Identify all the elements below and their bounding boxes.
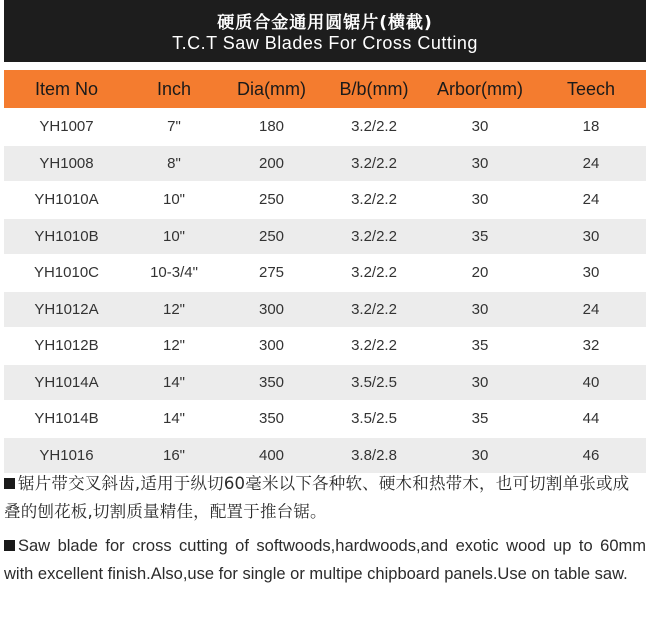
table-row	[4, 145, 646, 182]
cell-teech: 24	[536, 291, 646, 328]
cell-teech: 44	[536, 401, 646, 438]
col-header-teech: Teech	[536, 70, 646, 109]
table-row	[4, 328, 646, 365]
cell-dia: 180	[219, 109, 324, 146]
cell-inch: 14"	[129, 401, 219, 438]
table-row	[4, 109, 646, 146]
col-header-inch: Inch	[129, 70, 219, 109]
cell-arbor: 30	[424, 109, 536, 146]
table-body	[4, 109, 646, 474]
cell-teech: 24	[536, 182, 646, 219]
cell-dia: 350	[219, 401, 324, 438]
cell-item-no: YH1010B	[4, 218, 129, 255]
cell-item-no: YH1014A	[4, 364, 129, 401]
col-header-dia: Dia(mm)	[219, 70, 324, 109]
cell-inch: 10"	[129, 182, 219, 219]
cell-inch: 7"	[129, 109, 219, 146]
cell-bb: 3.2/2.2	[324, 109, 424, 146]
cell-bb: 3.2/2.2	[324, 182, 424, 219]
table-row	[4, 182, 646, 219]
cell-bb: 3.2/2.2	[324, 291, 424, 328]
cell-bb: 3.5/2.5	[324, 364, 424, 401]
cell-arbor: 30	[424, 182, 536, 219]
cell-arbor: 30	[424, 291, 536, 328]
cell-inch: 16"	[129, 437, 219, 473]
spec-table	[4, 70, 646, 473]
cell-dia: 200	[219, 145, 324, 182]
cell-bb: 3.2/2.2	[324, 328, 424, 365]
table-row	[4, 255, 646, 292]
cell-item-no: YH1008	[4, 145, 129, 182]
note-chinese-text: 锯片带交叉斜齿,适用于纵切60毫米以下各种软、硬木和热带木，也可切割单张或成叠的刨花板,切割质量精佳，配置于推台锯。	[4, 474, 630, 521]
table-row	[4, 401, 646, 438]
cell-arbor: 35	[424, 218, 536, 255]
cell-item-no: YH1014B	[4, 401, 129, 438]
bullet-square-icon	[4, 478, 15, 489]
col-header-bb: B/b(mm)	[324, 70, 424, 109]
cell-arbor: 30	[424, 437, 536, 473]
cell-dia: 300	[219, 328, 324, 365]
cell-inch: 10-3/4"	[129, 255, 219, 292]
col-header-item-no: Item No	[4, 70, 129, 109]
cell-arbor: 35	[424, 328, 536, 365]
cell-bb: 3.5/2.5	[324, 401, 424, 438]
cell-inch: 12"	[129, 328, 219, 365]
cell-dia: 400	[219, 437, 324, 473]
title-chinese: 硬质合金通用圆锯片(横截)	[217, 13, 433, 33]
table-header-row	[4, 70, 646, 109]
cell-item-no: YH1016	[4, 437, 129, 473]
cell-bb: 3.8/2.8	[324, 437, 424, 473]
cell-item-no: YH1012B	[4, 328, 129, 365]
cell-arbor: 35	[424, 401, 536, 438]
cell-bb: 3.2/2.2	[324, 218, 424, 255]
title-english: T.C.T Saw Blades For Cross Cutting	[172, 33, 478, 53]
col-header-arbor: Arbor(mm)	[424, 70, 536, 109]
cell-arbor: 30	[424, 364, 536, 401]
cell-inch: 10"	[129, 218, 219, 255]
cell-teech: 18	[536, 109, 646, 146]
table-row	[4, 218, 646, 255]
cell-arbor: 30	[424, 145, 536, 182]
cell-inch: 8"	[129, 145, 219, 182]
cell-item-no: YH1012A	[4, 291, 129, 328]
cell-inch: 14"	[129, 364, 219, 401]
note-english	[4, 532, 646, 588]
cell-dia: 350	[219, 364, 324, 401]
cell-teech: 46	[536, 437, 646, 473]
table-row	[4, 364, 646, 401]
cell-dia: 250	[219, 182, 324, 219]
cell-bb: 3.2/2.2	[324, 255, 424, 292]
cell-arbor: 20	[424, 255, 536, 292]
cell-dia: 275	[219, 255, 324, 292]
cell-dia: 250	[219, 218, 324, 255]
cell-item-no: YH1010C	[4, 255, 129, 292]
cell-teech: 30	[536, 218, 646, 255]
note-english-text: Saw blade for cross cutting of softwoods,hardwoods,and exotic wood up to 60mm with excellent finish.Also,use for single or multipe chipboard panels.Use on table saw.	[4, 537, 646, 583]
note-chinese	[4, 470, 646, 526]
cell-bb: 3.2/2.2	[324, 145, 424, 182]
table-row	[4, 291, 646, 328]
cell-teech: 40	[536, 364, 646, 401]
cell-teech: 30	[536, 255, 646, 292]
title-banner	[4, 0, 646, 62]
cell-inch: 12"	[129, 291, 219, 328]
notes-section	[4, 470, 646, 588]
cell-item-no: YH1010A	[4, 182, 129, 219]
cell-teech: 32	[536, 328, 646, 365]
table-row	[4, 437, 646, 473]
cell-teech: 24	[536, 145, 646, 182]
cell-dia: 300	[219, 291, 324, 328]
cell-item-no: YH1007	[4, 109, 129, 146]
bullet-square-icon	[4, 540, 15, 551]
